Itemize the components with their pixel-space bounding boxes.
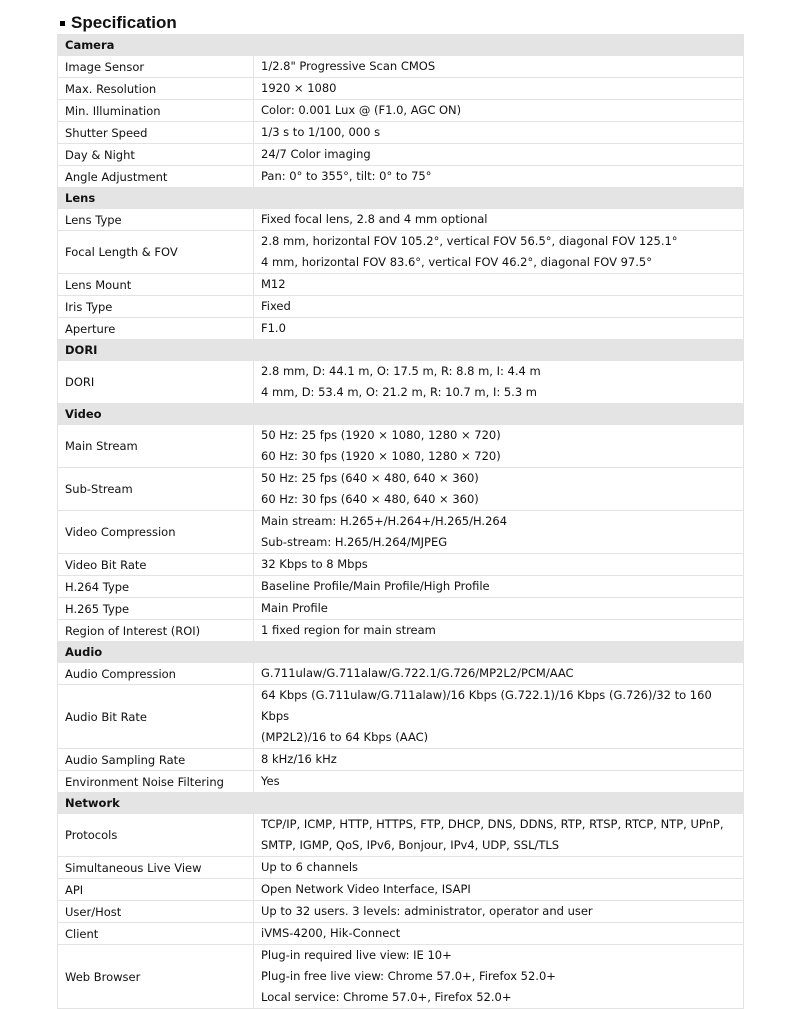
spec-value [254,425,744,468]
spec-value-line: 2.8 mm, horizontal FOV 105.2°, vertical FOV 56.5°, diagonal FOV 125.1° [261,234,678,248]
spec-value-line: Plug-in free live view: Chrome 57.0+, Firefox 52.0+ [261,969,556,983]
table-row [58,425,744,468]
spec-value-line: 1/3 s to 1/100, 000 s [261,125,381,139]
table-row [58,296,744,318]
table-row [58,814,744,857]
spec-label: Focal Length & FOV [58,231,254,274]
spec-label: User/Host [58,901,254,923]
spec-value-line: 2.8 mm, D: 44.1 m, O: 17.5 m, R: 8.8 m, I: 4.4 m [261,364,541,378]
spec-label: Day & Night [58,144,254,166]
spec-table-body [58,35,744,1009]
spec-value-line: 32 Kbps to 8 Mbps [261,557,368,571]
spec-value-line: Plug-in required live view: IE 10+ [261,948,452,962]
spec-label: Protocols [58,814,254,857]
spec-value [254,468,744,511]
spec-label: Environment Noise Filtering [58,771,254,793]
spec-value [254,274,744,296]
table-row [58,231,744,274]
spec-value-line: 1920 × 1080 [261,81,337,95]
table-row [58,274,744,296]
spec-value [254,56,744,78]
section-header-row [58,35,744,56]
table-row [58,468,744,511]
spec-label: Aperture [58,318,254,340]
spec-value-line: SMTP, IGMP, QoS, IPv6, Bonjour, IPv4, UDP, SSL/TLS [261,838,560,852]
spec-label: Image Sensor [58,56,254,78]
section-header: Audio [58,642,744,663]
table-row [58,879,744,901]
spec-value-line: 50 Hz: 25 fps (1920 × 1080, 1280 × 720) [261,428,501,442]
spec-value-line: Fixed [261,299,291,313]
table-row [58,620,744,642]
section-header: Camera [58,35,744,56]
table-row [58,100,744,122]
table-row [58,857,744,879]
spec-value [254,296,744,318]
page-title-text: Specification [71,13,177,32]
spec-value [254,620,744,642]
table-row [58,209,744,231]
bullet-icon [60,21,65,26]
spec-label: Simultaneous Live View [58,857,254,879]
spec-value-line: 60 Hz: 30 fps (640 × 480, 640 × 360) [261,492,479,506]
spec-value-line: Yes [261,774,280,788]
spec-label: Angle Adjustment [58,166,254,188]
spec-value-line: 60 Hz: 30 fps (1920 × 1080, 1280 × 720) [261,449,501,463]
table-row [58,554,744,576]
spec-value [254,749,744,771]
spec-value [254,771,744,793]
section-header-row [58,188,744,209]
spec-value [254,209,744,231]
spec-value-line: Up to 32 users. 3 levels: administrator, operator and user [261,904,593,918]
spec-label: H.264 Type [58,576,254,598]
table-row [58,318,744,340]
spec-value-line: 64 Kbps (G.711ulaw/G.711alaw)/16 Kbps (G.722.1)/16 Kbps (G.726)/32 to 160 Kbps [261,688,712,723]
spec-value [254,231,744,274]
table-row [58,56,744,78]
table-row [58,361,744,404]
spec-value-line: Main stream: H.265+/H.264+/H.265/H.264 [261,514,508,528]
spec-value [254,685,744,749]
spec-label: Client [58,923,254,945]
spec-value-line: TCP/IP, ICMP, HTTP, HTTPS, FTP, DHCP, DNS, DDNS, RTP, RTSP, RTCP, NTP, UPnP, [261,817,724,831]
spec-label: DORI [58,361,254,404]
spec-label: H.265 Type [58,598,254,620]
spec-label: Main Stream [58,425,254,468]
spec-value-line: M12 [261,277,286,291]
spec-label: Audio Compression [58,663,254,685]
spec-label: Lens Type [58,209,254,231]
section-header: Lens [58,188,744,209]
spec-value-line: Up to 6 channels [261,860,359,874]
spec-value-line: Fixed focal lens, 2.8 and 4 mm optional [261,212,488,226]
table-row [58,685,744,749]
spec-value [254,879,744,901]
section-header-row [58,642,744,663]
spec-label: Sub-Stream [58,468,254,511]
spec-value-line: Color: 0.001 Lux @ (F1.0, AGC ON) [261,103,462,117]
spec-value-line: Pan: 0° to 355°, tilt: 0° to 75° [261,169,432,183]
spec-value [254,814,744,857]
table-row [58,166,744,188]
spec-label: Video Compression [58,511,254,554]
spec-value [254,857,744,879]
spec-value [254,511,744,554]
table-row [58,122,744,144]
spec-value [254,100,744,122]
table-row [58,749,744,771]
spec-value [254,361,744,404]
spec-value [254,945,744,1009]
spec-table [57,34,744,1009]
spec-label: Iris Type [58,296,254,318]
table-row [58,144,744,166]
spec-label: Lens Mount [58,274,254,296]
table-row [58,663,744,685]
spec-value-line: Sub-stream: H.265/H.264/MJPEG [261,535,448,549]
spec-label: API [58,879,254,901]
spec-value [254,663,744,685]
spec-value [254,576,744,598]
page-title [60,12,177,34]
spec-value [254,166,744,188]
section-header: DORI [58,340,744,361]
spec-label: Shutter Speed [58,122,254,144]
table-row [58,511,744,554]
table-row [58,923,744,945]
spec-label: Audio Sampling Rate [58,749,254,771]
spec-value-line: 24/7 Color imaging [261,147,371,161]
spec-value-line: 1 fixed region for main stream [261,623,436,637]
table-row [58,576,744,598]
spec-value [254,901,744,923]
spec-value [254,554,744,576]
spec-value [254,122,744,144]
spec-value-line: 4 mm, D: 53.4 m, O: 21.2 m, R: 10.7 m, I: 5.3 m [261,385,538,399]
section-header-row [58,793,744,814]
table-row [58,78,744,100]
section-header-row [58,404,744,425]
spec-label: Web Browser [58,945,254,1009]
spec-value [254,78,744,100]
spec-value-line: Local service: Chrome 57.0+, Firefox 52.0+ [261,990,512,1004]
spec-value-line: iVMS-4200, Hik-Connect [261,926,401,940]
spec-value [254,144,744,166]
spec-value-line: 8 kHz/16 kHz [261,752,337,766]
spec-value-line: Open Network Video Interface, ISAPI [261,882,471,896]
spec-value-line: Baseline Profile/Main Profile/High Profile [261,579,490,593]
spec-value-line: 4 mm, horizontal FOV 83.6°, vertical FOV 46.2°, diagonal FOV 97.5° [261,255,652,269]
spec-value [254,598,744,620]
section-header: Video [58,404,744,425]
table-row [58,771,744,793]
section-header: Network [58,793,744,814]
spec-label: Min. Illumination [58,100,254,122]
spec-value-line: 50 Hz: 25 fps (640 × 480, 640 × 360) [261,471,479,485]
spec-label: Audio Bit Rate [58,685,254,749]
spec-value [254,318,744,340]
spec-value [254,923,744,945]
spec-value-line: F1.0 [261,321,286,335]
spec-value-line: G.711ulaw/G.711alaw/G.722.1/G.726/MP2L2/PCM/AAC [261,666,574,680]
spec-value-line: 1/2.8" Progressive Scan CMOS [261,59,436,73]
spec-label: Max. Resolution [58,78,254,100]
spec-label: Region of Interest (ROI) [58,620,254,642]
table-row [58,945,744,1009]
table-row [58,901,744,923]
table-row [58,598,744,620]
spec-value-line: (MP2L2)/16 to 64 Kbps (AAC) [261,730,429,744]
spec-label: Video Bit Rate [58,554,254,576]
spec-value-line: Main Profile [261,601,328,615]
section-header-row [58,340,744,361]
